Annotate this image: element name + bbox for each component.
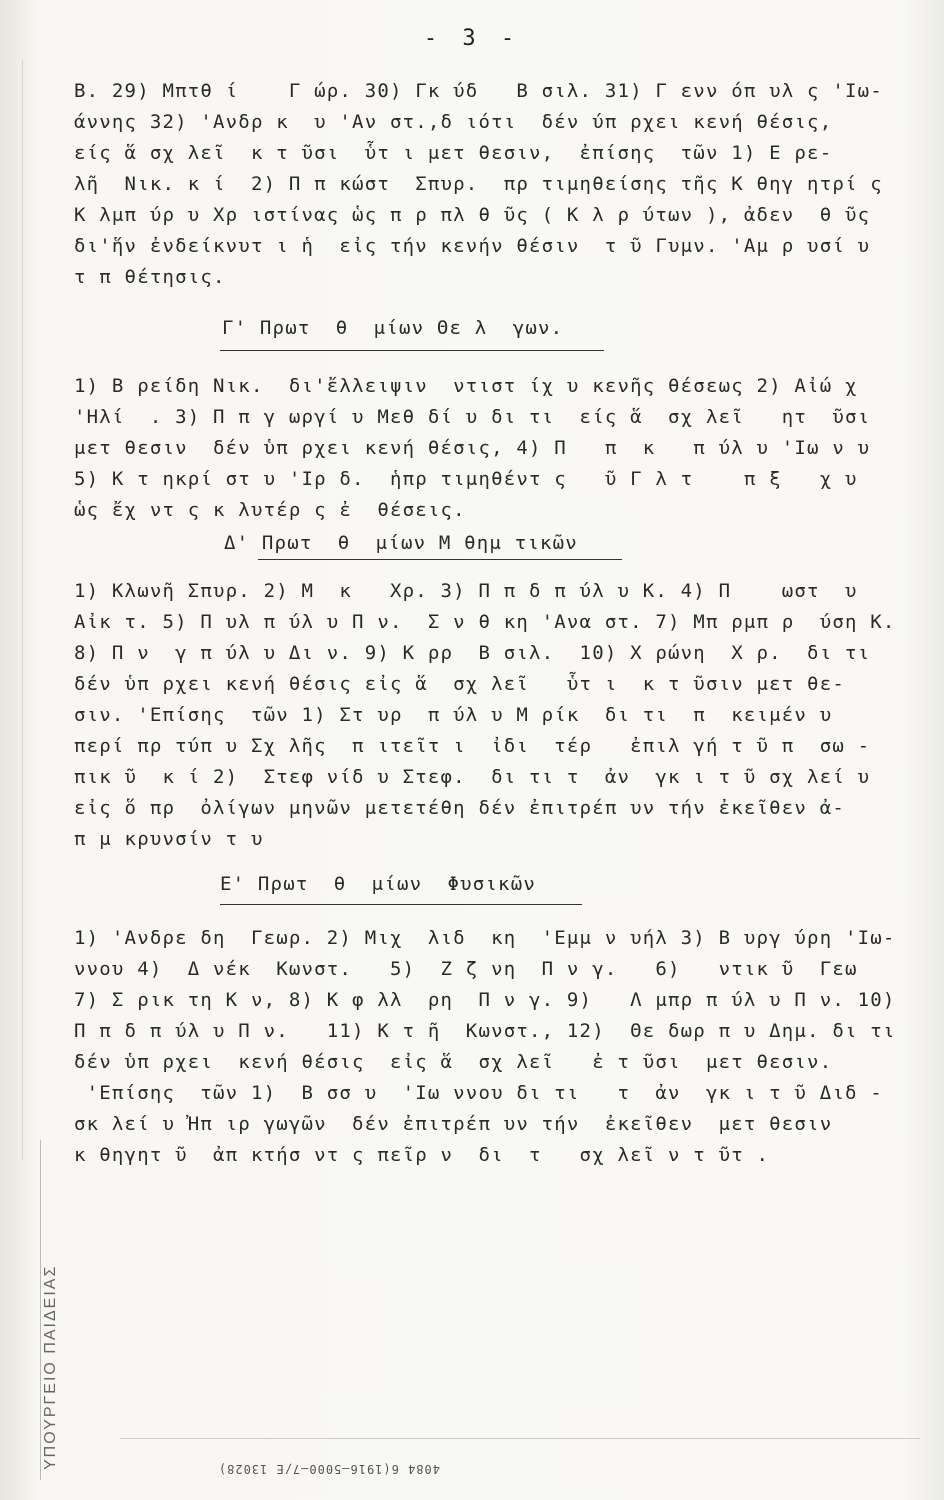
section-e-paragraph [74,923,924,1171]
text-line: πικ ῦ κ ί 2) Στεφ νίδ υ Στεφ. δι τι τ ἀν γκ ι τ ῦ σχ λεί υ [74,766,871,788]
text-line: λῆ Νικ. κ ί 2) Π π κώστ Σπυρ. πρ τιμηθείσης τῆς Κ θηγ ητρί ς [74,173,883,195]
printer-footer: 4084 6(1916—5000—7/Ε 13028) [217,1462,440,1476]
left-margin-rule [22,60,23,1160]
text-line: τ π θέτησις. [74,266,226,288]
section-d-paragraph [74,576,924,855]
document-body [74,76,924,1171]
text-line: δέν ὑπ ρχει κενή θέσις εἰς ἅ σχ λεῖ ὗτ ι κ τ ῦσιν μετ θε- [74,673,845,695]
text-line: Β. 29) Μπτθ ί Γ ώρ. 30) Γκ ύδ Β σιλ. 31) Γ ενν όπ υλ ς 'Ιω- [74,80,883,102]
text-line: 1) Κλωνῆ Σπυρ. 2) Μ κ Χρ. 3) Π π δ π ύλ υ Κ. 4) Π ωστ υ [74,580,858,602]
text-line: κ θηγητ ῦ ἀπ κτήσ ντ ς πεῖρ ν δι τ σχ λεῖ ν τ ῦτ . [74,1144,770,1166]
text-line: μετ θεσιν δέν ὑπ ρχει κενή θέσις, 4) Π π κ π ύλ υ 'Ιω ν υ [74,437,871,459]
text-line: π μ κρυνσίν τ υ [74,828,264,850]
text-line: 1) Β ρείδη Νικ. δι'ἔλλειψιν ντιστ ίχ υ κενῆς θέσεως 2) Αἰώ χ [74,375,858,397]
text-line: σιν. 'Επίσης τῶν 1) Στ υρ π ύλ υ Μ ρίκ δι τι π κειμέν υ [74,704,833,726]
text-line: άννης 32) 'Ανδρ κ υ 'Αν στ.,δ ιότι δέν ύπ ρχει κενή θέσις, [74,111,833,133]
text-line: ννου 4) Δ νέκ Κωνστ. 5) Ζ ζ νη Π ν γ. 6) ντικ ῦ Γεω [74,958,858,980]
bottom-rule [120,1438,920,1439]
text-line: Αἰκ τ. 5) Π υλ π ύλ υ Π ν. Σ ν θ κη 'Ανα στ. 7) Μπ ρμπ ρ ύση Κ. [74,611,896,633]
section-g-paragraph [74,371,924,526]
text-line: 'Επίσης τῶν 1) Β σσ υ 'Ιω ννου δι τι τ ἀν γκ ι τ ῦ Διδ - [74,1082,883,1104]
text-line: εἰς ὅ πρ ὀλίγων μηνῶν μετετέθη δέν ἐπιτρέπ υν τήν ἐκεῖθεν ἀ- [74,797,845,819]
section-heading-e: Ε' Πρωτ θ μίων Φυσικῶν [220,873,536,895]
archive-stamp-text: ΥΠΟΥΡΓΕΙΟ ΠΑΙΔΕΙΑΣ [42,1264,59,1470]
text-line: σκ λεί υ Ἠπ ιρ γωγῶν δέν ἐπιτρέπ υν τήν ἐκεῖθεν μετ θεσιν [74,1113,833,1135]
text-line: 1) 'Ανδρε δη Γεωρ. 2) Μιχ λιδ κη 'Εμμ ν υήλ 3) Β υργ ύρη 'Ιω- [74,927,896,949]
text-line: ὡς ἔχ ντ ς κ λυτέρ ς ἐ θέσεις. [74,499,466,521]
section-heading-d: Δ' Πρωτ θ μίων Μ θημ τικῶν [224,532,578,554]
text-line: δι'ἥν ἐνδείκνυτ ι ἡ εἰς τήν κενήν θέσιν τ ῦ Γυμν. 'Αμ ρ υσί υ [74,235,871,257]
section-heading-g: Γ' Πρωτ θ μίων Θε λ γων. [222,317,564,339]
text-line: 'Ηλί . 3) Π π γ ωργί υ Μεθ δί υ δι τι είς ἅ σχ λεῖ ητ ῦσι [74,406,871,428]
text-line: 7) Σ ρικ τη Κ ν, 8) Κ φ λλ ρη Π ν γ. 9) Λ μπρ π ύλ υ Π ν. 10) [74,989,896,1011]
text-line: είς ἅ σχ λεῖ κ τ ῦσι ὗτ ι μετ θεσιν, ἐπίσης τῶν 1) Ε ρε- [74,142,833,164]
page-number: - 3 - [423,26,521,51]
text-line: 5) Κ τ ηκρί στ υ 'Ιρ δ. ἡπρ τιμηθέντ ς ῦ Γ λ τ π ξ χ υ [74,468,858,490]
intro-paragraph [74,76,924,293]
text-line: περί πρ τύπ υ Σχ λῆς π ιτεῖτ ι ἰδι τέρ ἐπιλ γή τ ῦ π σω - [74,735,871,757]
text-line: Π π δ π ύλ υ Π ν. 11) Κ τ ῆ Κωνστ., 12) Θε δωρ π υ Δημ. δι τι [74,1020,896,1042]
text-line: δέν ὑπ ρχει κενή θέσις εἰς ἅ σχ λεῖ ἐ τ ῦσι μετ θεσιν. [74,1051,833,1073]
text-line: 8) Π ν γ π ύλ υ Δι ν. 9) Κ ρρ Β σιλ. 10) Χ ρώνη Χ ρ. δι τι [74,642,871,664]
text-line: Κ λμπ ύρ υ Χρ ιστίνας ὡς π ρ πλ θ ῦς ( Κ λ ρ ύτων ), ἀδεν θ ῦς [74,204,871,226]
